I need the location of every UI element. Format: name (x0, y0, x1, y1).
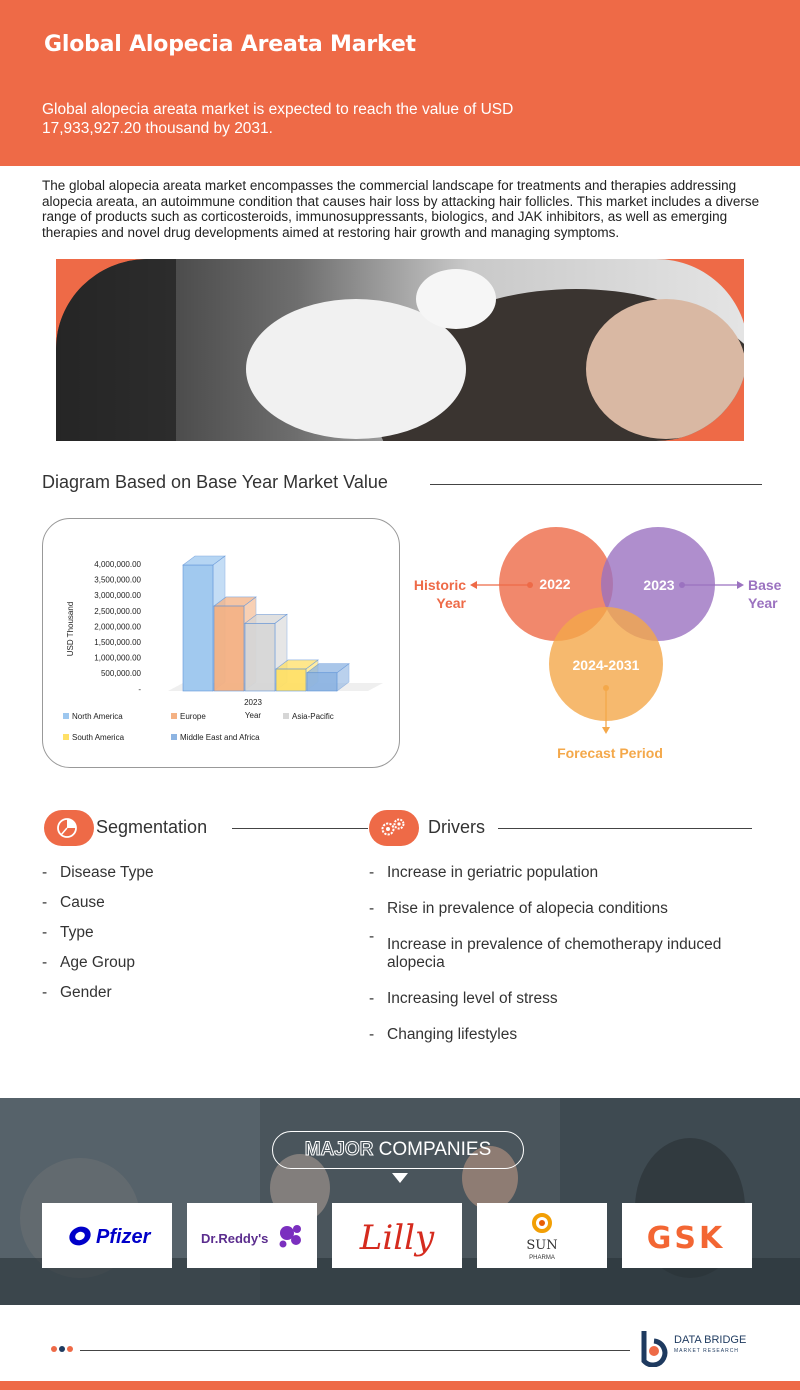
chart-legend-label: Asia-Pacific (292, 712, 334, 721)
page-title: Global Alopecia Areata Market (44, 32, 416, 57)
sun-logo-text: SUN (526, 1238, 558, 1253)
pie-chart-icon (44, 810, 94, 846)
drivers-title: Drivers (428, 817, 485, 837)
driver-item: - Changing lifestyles (369, 1026, 729, 1056)
gsk-logo-text: GSK (646, 1221, 726, 1256)
venn-base-label-2: Year (748, 595, 778, 611)
segmentation-item: - Age Group (42, 954, 154, 984)
office-photo-background (0, 1098, 800, 1305)
chart-y-tick-label: 2,500,000.00 (94, 606, 141, 616)
bar-chart (43, 519, 401, 769)
venn-base-label-1: Base (748, 577, 782, 593)
footer-rule (80, 1350, 630, 1351)
venn-forecast-label: Forecast Period (557, 745, 663, 761)
drivers-badge (369, 810, 419, 846)
chart-y-tick-label: 4,000,000.00 (94, 560, 141, 569)
logo-card-pfizer (42, 1203, 172, 1268)
segmentation-list (42, 864, 154, 1014)
chart-x-tick-label: 2023 (244, 698, 262, 707)
sun-pharma-logo-icon (477, 1203, 607, 1268)
pointer-down-icon (392, 1173, 408, 1183)
header-banner (0, 0, 800, 166)
venn-historic-year: 2022 (539, 576, 571, 592)
segmentation-rule (232, 828, 368, 829)
drivers-list (369, 864, 729, 1056)
bar-chart-card (42, 518, 400, 768)
segmentation-title: Segmentation (96, 817, 208, 837)
data-bridge-logo (640, 1327, 770, 1367)
chart-y-axis-label: USD Thousand (66, 601, 75, 657)
logo-card-drreddys (187, 1203, 317, 1268)
timeline-venn-diagram (410, 520, 800, 770)
logo-card-lilly (332, 1203, 462, 1268)
chart-legend-swatch (171, 734, 177, 740)
pfizer-logo-icon (42, 1203, 172, 1268)
sun-logo-subtext: PHARMA (529, 1255, 555, 1261)
arrow-left-icon (470, 581, 477, 589)
chart-legend-swatch (171, 713, 177, 719)
driver-item: - Increase in geriatric population (369, 864, 729, 900)
segmentation-item: - Cause (42, 894, 154, 924)
pfizer-logo-text: Pfizer (96, 1226, 151, 1248)
venn-historic-label-2: Year (436, 595, 466, 611)
chart-y-tick-label: 1,500,000.00 (94, 638, 141, 647)
arrow-down-icon (602, 727, 610, 734)
drivers-rule (498, 828, 752, 829)
chart-legend-label: North America (72, 712, 123, 721)
page-subtitle: Global alopecia areata market is expected to reach the value of USD 17,933,927.20 thousand by 2031. (42, 101, 514, 137)
driver-item: - Increase in prevalence of chemotherapy induced alopecia (369, 928, 729, 990)
lilly-logo-icon (332, 1203, 462, 1268)
drreddys-logo-text: Dr.Reddy's (201, 1231, 269, 1246)
logo-card-gsk (622, 1203, 752, 1268)
major-companies-pill (272, 1131, 524, 1169)
chart-x-axis-label: Year (244, 711, 262, 720)
chart-y-tick-label: 2,000,000.00 (94, 622, 141, 632)
segmentation-item: - Type (42, 924, 154, 954)
chart-legend-label: Europe (180, 712, 206, 721)
chart-y-tick-label: 1,000,000.00 (94, 653, 141, 663)
chart-y-tick-label: - (138, 684, 141, 694)
major-companies-title-rest: COMPANIES (373, 1139, 492, 1160)
chart-legend-swatch (63, 713, 69, 719)
gsk-logo-icon (622, 1203, 752, 1268)
driver-item: - Rise in prevalence of alopecia conditions (369, 900, 729, 928)
driver-item: - Increasing level of stress (369, 990, 729, 1026)
chart-y-tick-label: 500,000.00 (100, 669, 141, 679)
chart-legend-label: South America (72, 733, 125, 742)
chart-legend-swatch (63, 734, 69, 740)
drreddys-logo-icon (187, 1203, 317, 1268)
segmentation-item: - Disease Type (42, 864, 154, 894)
chart-y-tick-label: 3,000,000.00 (94, 591, 141, 601)
lilly-logo-text: Lilly (359, 1218, 435, 1258)
gears-icon (369, 810, 419, 846)
diagram-title-rule (430, 484, 762, 485)
chart-legend-swatch (283, 713, 289, 719)
hero-photo-image (56, 259, 744, 441)
diagram-title: Diagram Based on Base Year Market Value (42, 472, 388, 492)
chart-y-tick-label: 3,500,000.00 (94, 575, 141, 585)
footer-accent-bar (0, 1381, 800, 1390)
major-companies-banner (0, 1098, 800, 1305)
logo-card-sun-pharma (477, 1203, 607, 1268)
chart-bar (307, 664, 349, 691)
venn-forecast-years: 2024-2031 (572, 657, 640, 673)
segmentation-item: - Gender (42, 984, 154, 1014)
intro-paragraph: The global alopecia areata market encompasses the commercial landscape for treatments and therapies addressing alopecia areata, an autoimmune condition that causes hair loss by attacking hair follicles. This market includes a diverse range of products such as corticosteroids, immunosuppressants, biologics, and JAK inhibitors, as well as emerging therapies and novel drug developments aimed at restoring hair growth and managing symptoms. (42, 178, 760, 240)
major-companies-title-bold: MAJOR (304, 1139, 374, 1160)
venn-historic-label-1: Historic (413, 577, 466, 593)
hero-photo (56, 259, 744, 441)
arrow-right-icon (737, 581, 744, 589)
segmentation-badge (44, 810, 94, 846)
brand-tagline: MARKET RESEARCH (674, 1348, 739, 1354)
chart-legend-label: Middle East and Africa (180, 733, 260, 742)
venn-base-year: 2023 (643, 577, 675, 593)
footer-dots-icon (50, 1344, 80, 1354)
brand-name: DATA BRIDGE (674, 1334, 747, 1346)
